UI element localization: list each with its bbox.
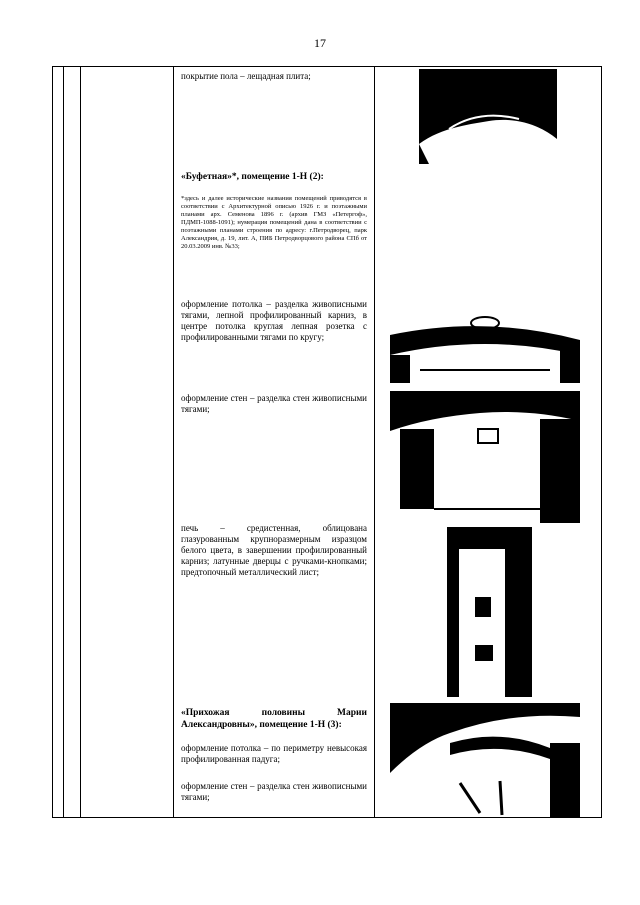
inventory-table [52, 66, 602, 818]
hall-heading: «Прихожая половины Марии Александровны», помещение 1-Н (3): [181, 708, 367, 730]
footnote-text: *здесь и далее исторические названия помещений приводятся в соответствии с Архитектурной описью 1926 г. и поэтажными планами арх. Семенова 1896 г. (архив ГМЗ «Петергоф», ПДМП-1088-1091); нумерация помещений дана в соответствии с поэтажными планами строения по адресу: г.Петродворец, парк Александрия, д. 19, лит. А, ПИБ Петродворцового района СПб от 20.03.2009 инв. №33; [181, 195, 367, 250]
column-divider [374, 67, 375, 817]
stove-text: печь – средистенная, облицована глазурованным крупноразмерным изразцом белого цвета, в завершении профилированный карниз; латунные дверцы с ручками-кнопками; предтопочный металлический лист; [181, 523, 367, 577]
column-divider [80, 67, 81, 817]
column-divider [173, 67, 174, 817]
page-number: 17 [314, 36, 326, 50]
buffet-ceiling-text: оформление потолка – разделка живописными тягами, лепной профилированный карниз, в центре потолка круглая лепная розетка с профилированными тягами по кругу; [181, 299, 367, 342]
buffet-ceiling-photo [390, 295, 580, 383]
floor-photo [419, 69, 557, 164]
stove-photo [447, 527, 532, 697]
hall-walls-text: оформление стен – разделка стен живописными тягами; [181, 781, 367, 802]
hall-photo [390, 703, 580, 817]
column-divider [63, 67, 64, 817]
hall-ceiling-text: оформление потолка – по периметру невысокая профилированная падуга; [181, 743, 367, 764]
buffet-walls-text: оформление стен – разделка стен живописными тягами; [181, 393, 367, 414]
floor-text: покрытие пола – лещадная плита; [181, 71, 311, 81]
buffet-heading: «Буфетная»*, помещение 1-Н (2): [181, 172, 324, 182]
buffet-walls-photo [390, 391, 580, 523]
